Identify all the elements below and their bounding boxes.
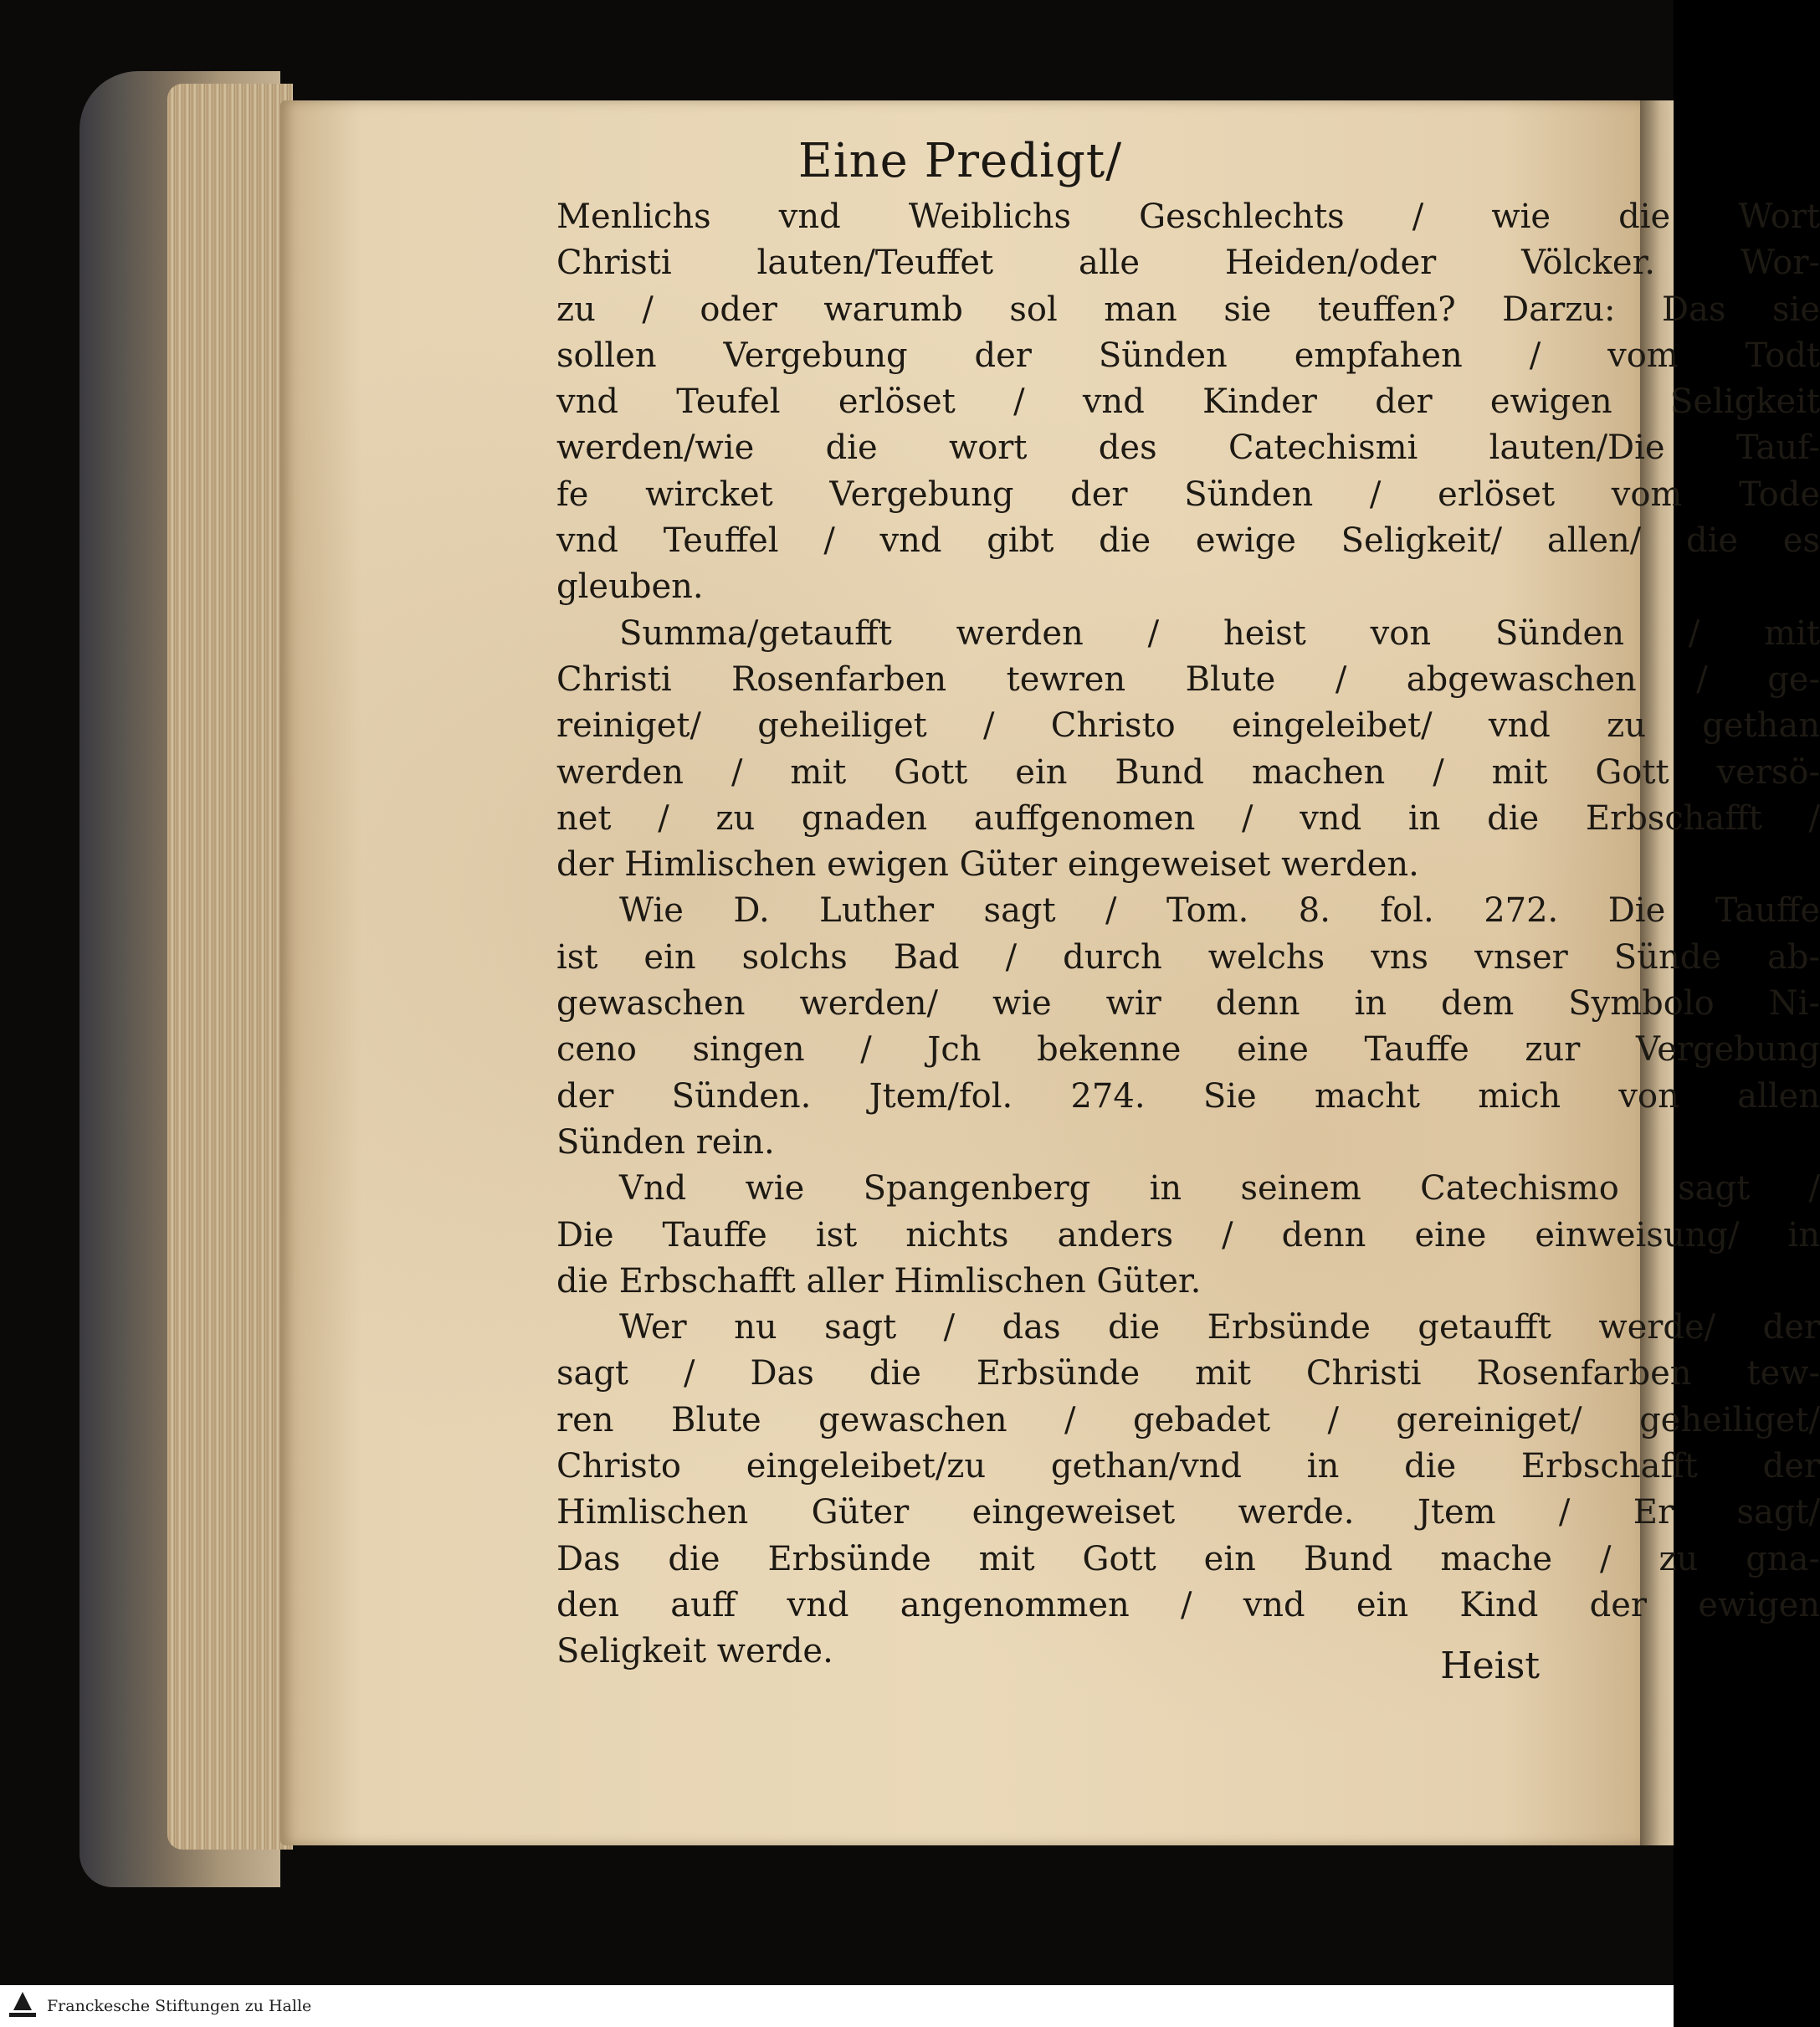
text-line: Das die Erbsünde mit Gott ein Bund mache / zu gna- xyxy=(556,1539,1820,1578)
text-line: Menlichs vnd Weiblichs Geschlechts / wie die Wort xyxy=(556,198,1820,236)
page-edges xyxy=(167,84,293,1850)
institution-logo-icon xyxy=(7,1990,38,2022)
text-line: gewaschen werden/ wie wir denn in dem Symbolo Ni- xyxy=(556,984,1820,1024)
text-line: reiniget/ geheiliget / Christo eingeleibet/ vnd zu gethan xyxy=(556,706,1820,746)
text-line: Christi lauten/Teuffet alle Heiden/oder Völcker. Wor- xyxy=(556,244,1820,283)
text-line: net / zu gnaden auffgenomen / vnd in die Erbschafft / xyxy=(556,798,1820,838)
institution-name: Franckesche Stiftungen zu Halle xyxy=(47,1997,312,2015)
text-line: den auff vnd angenommen / vnd ein Kind der ewigen xyxy=(556,1585,1820,1624)
text-line: Wer nu sagt / das die Erbsünde getaufft werde/ der xyxy=(619,1308,1820,1347)
text-line: der Himlischen ewigen Güter eingeweiset werden. xyxy=(556,845,1419,885)
text-line: werden/wie die wort des Catechismi lauten/Die Tauf- xyxy=(556,428,1820,468)
text-line: vnd Teuffel / vnd gibt die ewige Seligkeit/ allen/ die es xyxy=(556,521,1820,561)
text-line: Wie D. Luther sagt / Tom. 8. fol. 272. Die Tauffe xyxy=(619,891,1820,931)
text-line: fe wircket Vergebung der Sünden / erlöset vom Tode xyxy=(556,475,1820,514)
text-line: die Erbschafft aller Himlischen Güter. xyxy=(556,1261,1202,1301)
text-line: sollen Vergebung der Sünden empfahen / vom Todt xyxy=(556,336,1820,375)
text-line: vnd Teufel erlöset / vnd Kinder der ewigen Seligkeit xyxy=(556,382,1820,422)
text-line: gleuben. xyxy=(556,567,704,607)
text-line: Summa/getaufft werden / heist von Sünden / mit xyxy=(619,613,1820,653)
text-line: Christo eingeleibet/zu gethan/vnd in die Erbschafft der xyxy=(556,1447,1820,1486)
text-line: Sünden rein. xyxy=(556,1122,775,1162)
text-line: ist ein solchs Bad / durch welchs vns vnser Sünde ab- xyxy=(556,937,1820,977)
text-line: Seligkeit werde. xyxy=(556,1632,833,1671)
text-line: ren Blute gewaschen / gebadet / gereiniget/ geheiliget/ xyxy=(556,1400,1820,1439)
body-text xyxy=(556,194,1820,1675)
text-line: Vnd wie Spangenberg in seinem Catechismo sagt / xyxy=(619,1169,1820,1209)
running-head: Eine Predigt/ xyxy=(797,134,1123,188)
text-line: Die Tauffe ist nichts anders / denn eine einweisung/ in xyxy=(556,1215,1820,1255)
text-line: zu / oder warumb sol man sie teuffen? Darzu: Das sie xyxy=(556,290,1820,329)
text-line: werden / mit Gott ein Bund machen / mit Gott versö- xyxy=(556,752,1820,792)
text-line: Himlischen Güter eingeweiset werde. Jtem / Er sagt/ xyxy=(556,1493,1820,1532)
book-page xyxy=(280,100,1820,1845)
catchword: Heist xyxy=(1440,1645,1540,1687)
footer-bar xyxy=(0,1985,1674,2027)
text-line: sagt / Das die Erbsünde mit Christi Rosenfarben tew- xyxy=(556,1354,1820,1393)
text-line: der Sünden. Jtem/fol. 274. Sie macht mich von allen xyxy=(556,1076,1820,1116)
text-line: ceno singen / Jch bekenne eine Tauffe zur Vergebung xyxy=(556,1030,1820,1070)
text-line: Christi Rosenfarben tewren Blute / abgewaschen / ge- xyxy=(556,659,1820,699)
